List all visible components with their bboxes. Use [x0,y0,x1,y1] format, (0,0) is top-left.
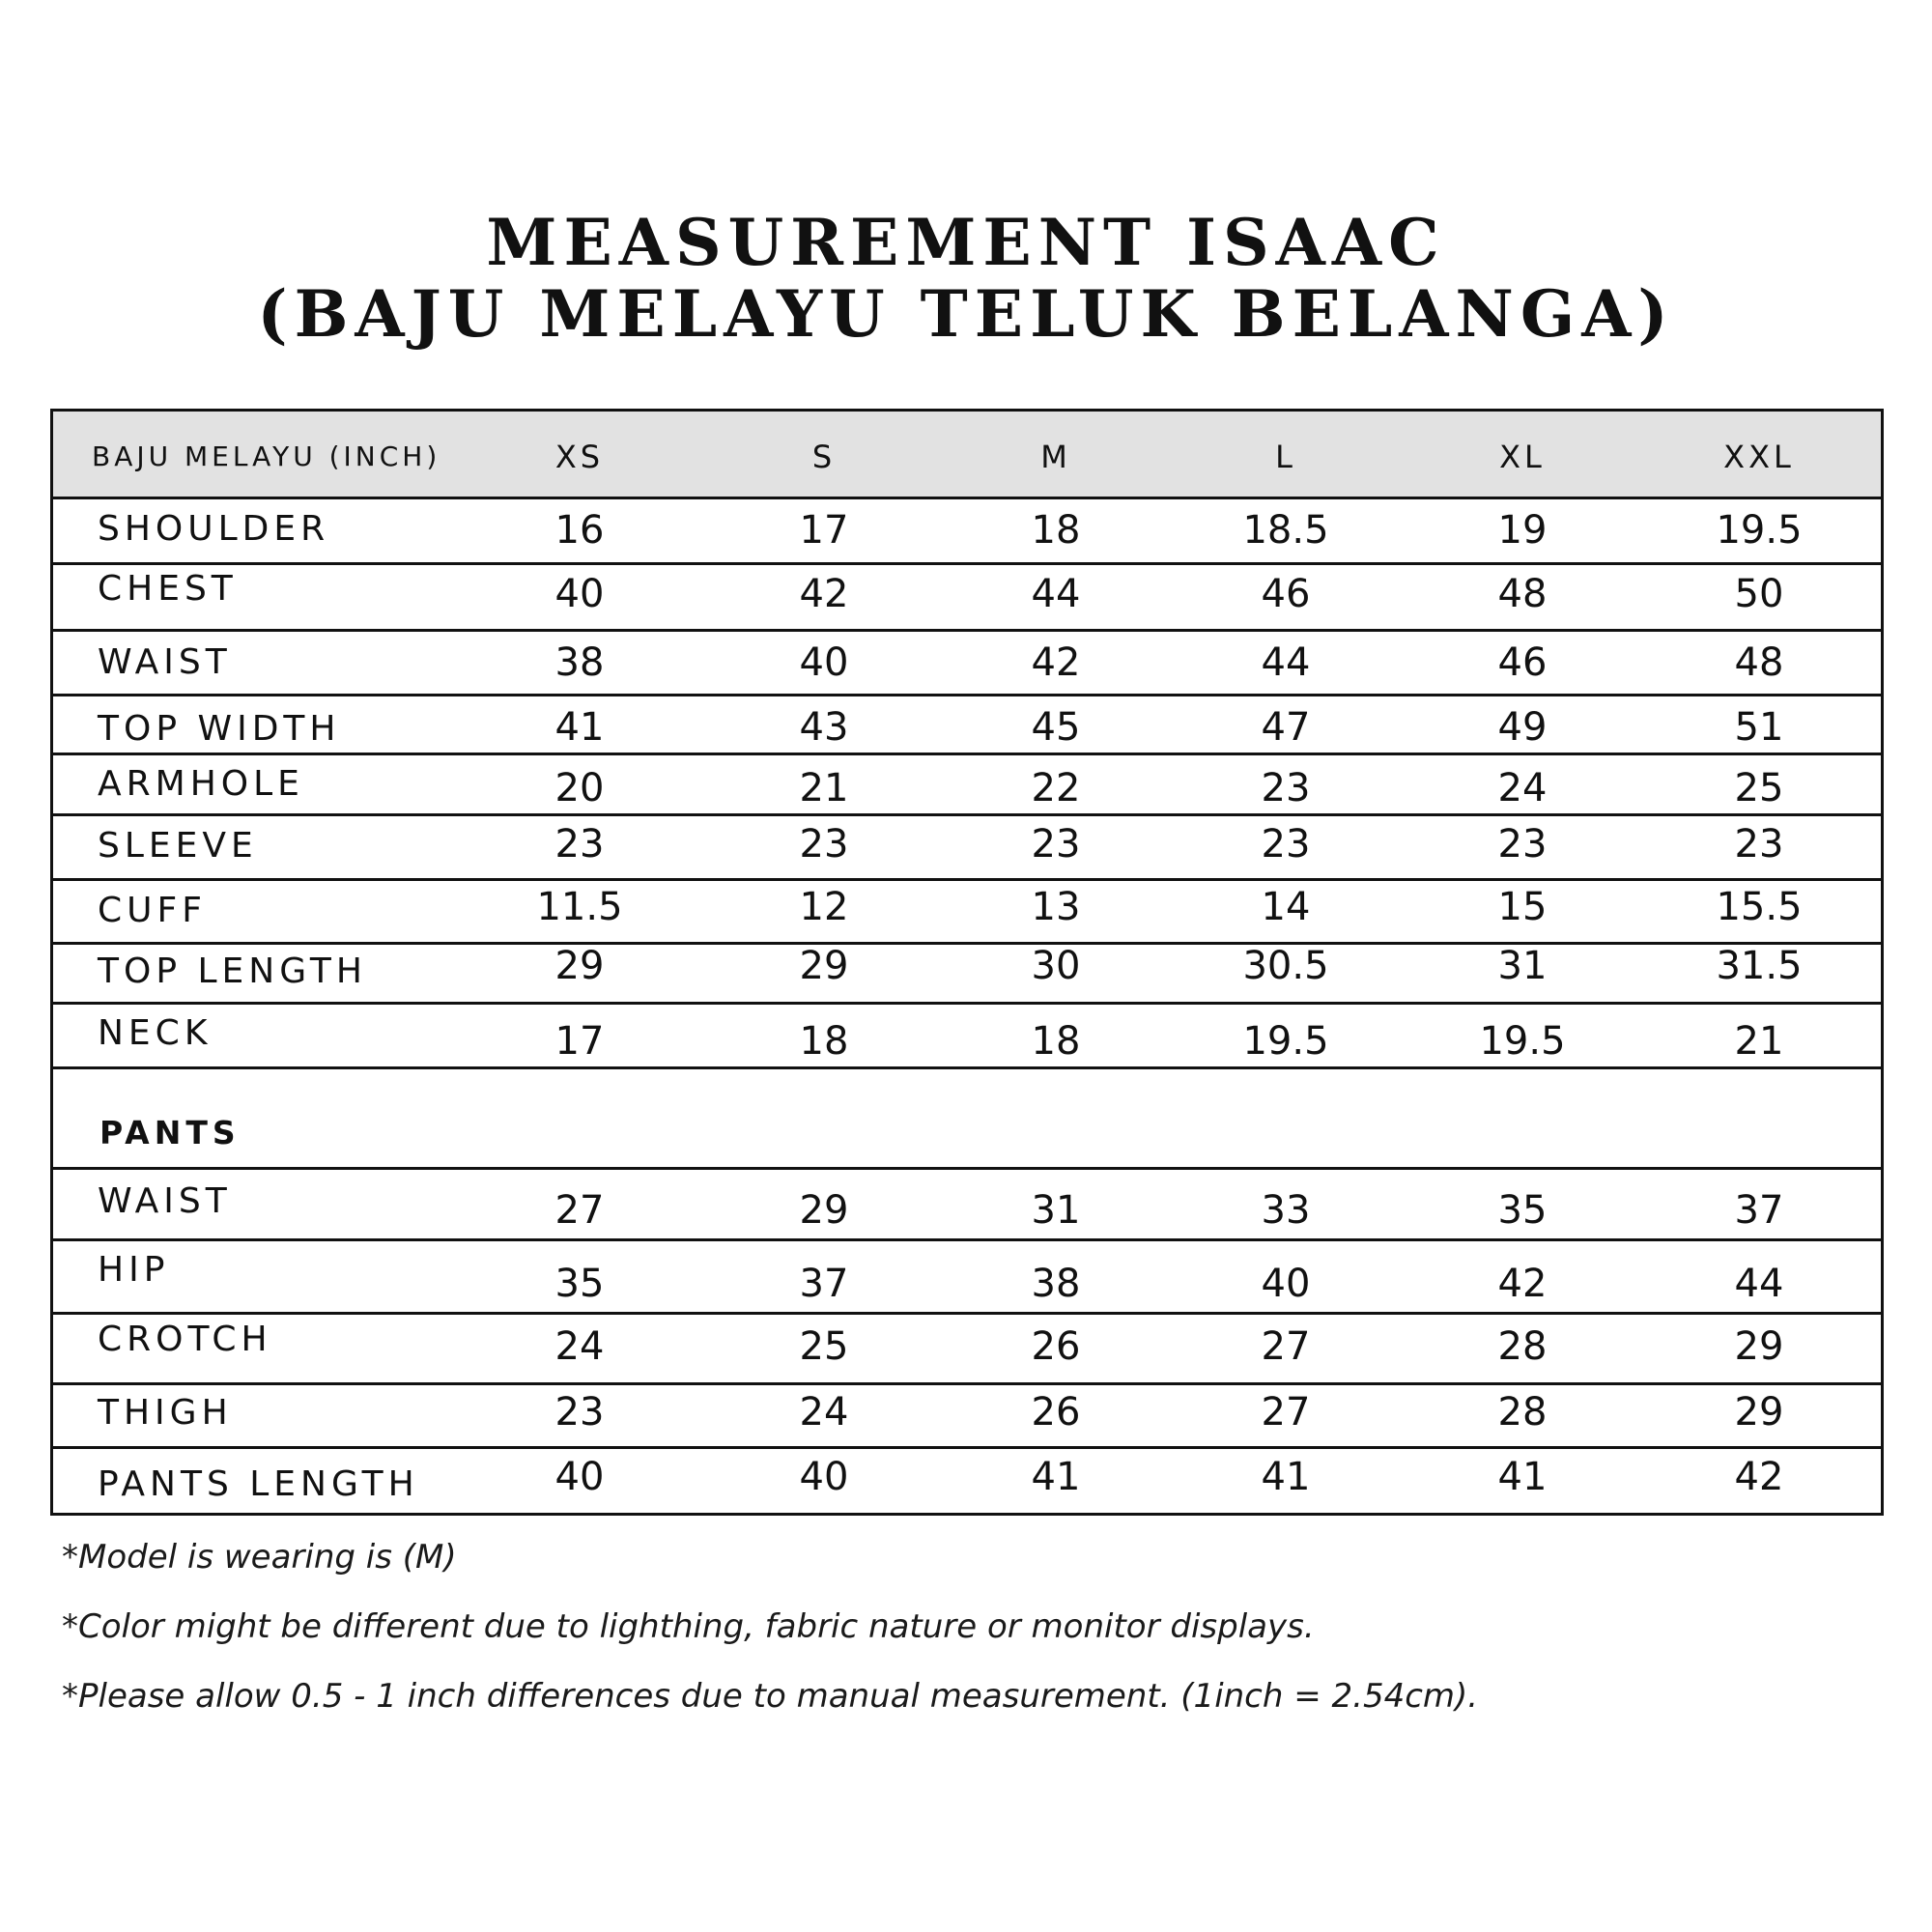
cell-value: 29 [799,944,849,988]
cell-value: 41 [554,705,605,750]
cell-value: 23 [554,822,605,867]
row-divider [53,629,1881,632]
cell-value: 47 [1261,705,1311,750]
row-label: NECK [98,1013,213,1053]
section-label-pants: PANTS [99,1114,241,1151]
row-divider [53,694,1881,696]
cell-value: 17 [554,1019,605,1064]
footnote-tolerance: *Please allow 0.5 - 1 inch differences due to manual measurement. (1inch = 2.54cm). [62,1677,1479,1716]
row-label: CROTCH [98,1320,272,1359]
cell-value: 38 [554,640,605,685]
row-divider [53,813,1881,816]
cell-value: 31.5 [1716,944,1803,988]
row-divider [53,878,1881,881]
cell-value: 38 [1031,1262,1081,1306]
cell-value: 22 [1031,766,1081,810]
row-divider [53,1002,1881,1005]
cell-value: 23 [799,822,849,867]
cell-value: 44 [1261,640,1311,685]
row-label: PANTS LENGTH [98,1464,419,1504]
row-label: CUFF [98,891,207,930]
row-label: WAIST [98,1181,232,1221]
cell-value: 29 [1734,1390,1784,1435]
cell-value: 40 [554,1455,605,1499]
footnote-model-size: *Model is wearing is (M) [62,1538,457,1577]
cell-value: 26 [1031,1324,1081,1369]
row-divider [53,1382,1881,1385]
row-divider [53,497,1881,499]
cell-value: 51 [1734,705,1784,750]
cell-value: 41 [1261,1455,1311,1499]
cell-value: 46 [1261,572,1311,616]
cell-value: 37 [1734,1188,1784,1233]
cell-value: 26 [1031,1390,1081,1435]
row-label: TOP WIDTH [98,709,341,749]
cell-value: 25 [799,1324,849,1369]
cell-value: 24 [799,1390,849,1435]
row-divider [53,1238,1881,1241]
cell-value: 42 [799,572,849,616]
table-header-row [53,412,1881,497]
row-divider [53,1312,1881,1315]
cell-value: 11.5 [536,885,623,929]
cell-value: 14 [1261,885,1311,929]
cell-value: 29 [1734,1324,1784,1369]
cell-value: 40 [1261,1262,1311,1306]
cell-value: 27 [554,1188,605,1233]
row-label: SHOULDER [98,509,330,549]
cell-value: 44 [1031,572,1081,616]
row-divider [53,1066,1881,1069]
cell-value: 50 [1734,572,1784,616]
page-subtitle: (BAJU MELAYU TELUK BELANGA) [257,276,1675,352]
row-label: SLEEVE [98,826,258,866]
cell-value: 19.5 [1479,1019,1566,1064]
cell-value: 27 [1261,1390,1311,1435]
footnote-color: *Color might be different due to lighthing, fabric nature or monitor displays. [62,1607,1315,1646]
cell-value: 18 [799,1019,849,1064]
cell-value: 15.5 [1716,885,1803,929]
cell-value: 37 [799,1262,849,1306]
cell-value: 18.5 [1242,508,1329,553]
size-chart-table [50,409,1884,1516]
size-header-xs: XS [554,439,605,475]
cell-value: 43 [799,705,849,750]
cell-value: 48 [1497,572,1548,616]
cell-value: 40 [799,1455,849,1499]
cell-value: 35 [1497,1188,1548,1233]
row-label: ARMHOLE [98,764,304,804]
cell-value: 40 [554,572,605,616]
header-label: BAJU MELAYU (INCH) [92,440,441,472]
cell-value: 15 [1497,885,1548,929]
cell-value: 25 [1734,766,1784,810]
size-header-xl: XL [1499,439,1546,475]
cell-value: 30.5 [1242,944,1329,988]
size-header-m: M [1040,439,1071,475]
cell-value: 24 [1497,766,1548,810]
row-label: WAIST [98,642,232,682]
cell-value: 23 [1497,822,1548,867]
cell-value: 42 [1497,1262,1548,1306]
page-title: MEASUREMENT ISAAC [486,205,1446,280]
size-header-l: L [1275,439,1296,475]
cell-value: 42 [1031,640,1081,685]
cell-value: 20 [554,766,605,810]
cell-value: 42 [1734,1455,1784,1499]
cell-value: 29 [554,944,605,988]
cell-value: 23 [554,1390,605,1435]
cell-value: 49 [1497,705,1548,750]
cell-value: 41 [1031,1455,1081,1499]
cell-value: 41 [1497,1455,1548,1499]
cell-value: 19.5 [1242,1019,1329,1064]
cell-value: 35 [554,1262,605,1306]
cell-value: 44 [1734,1262,1784,1306]
cell-value: 33 [1261,1188,1311,1233]
cell-value: 30 [1031,944,1081,988]
cell-value: 31 [1497,944,1548,988]
cell-value: 23 [1261,822,1311,867]
cell-value: 46 [1497,640,1548,685]
cell-value: 12 [799,885,849,929]
row-divider [53,562,1881,565]
cell-value: 28 [1497,1324,1548,1369]
cell-value: 31 [1031,1188,1081,1233]
cell-value: 29 [799,1188,849,1233]
cell-value: 23 [1261,766,1311,810]
cell-value: 21 [1734,1019,1784,1064]
size-header-xxl: XXL [1723,439,1795,475]
cell-value: 40 [799,640,849,685]
size-header-s: S [811,439,837,475]
cell-value: 19.5 [1716,508,1803,553]
row-label: THIGH [98,1393,233,1433]
cell-value: 45 [1031,705,1081,750]
cell-value: 13 [1031,885,1081,929]
cell-value: 48 [1734,640,1784,685]
cell-value: 28 [1497,1390,1548,1435]
cell-value: 24 [554,1324,605,1369]
row-label: CHEST [98,569,238,609]
cell-value: 23 [1734,822,1784,867]
cell-value: 17 [799,508,849,553]
cell-value: 18 [1031,1019,1081,1064]
row-divider [53,1167,1881,1170]
row-divider [53,1446,1881,1449]
cell-value: 19 [1497,508,1548,553]
row-divider [53,753,1881,755]
cell-value: 16 [554,508,605,553]
cell-value: 23 [1031,822,1081,867]
cell-value: 21 [799,766,849,810]
cell-value: 18 [1031,508,1081,553]
row-label: TOP LENGTH [98,952,367,991]
row-label: HIP [98,1250,170,1290]
cell-value: 27 [1261,1324,1311,1369]
